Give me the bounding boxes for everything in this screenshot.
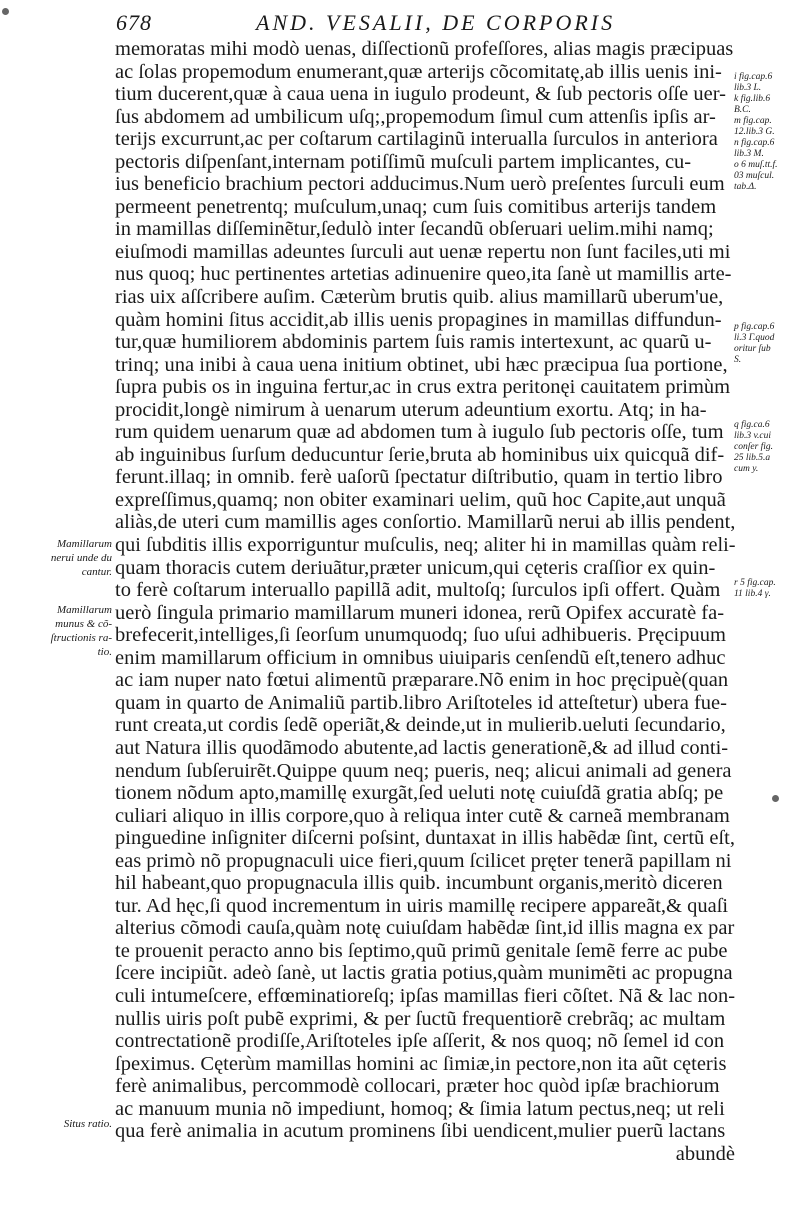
text-line: rias uix aſſcribere auſim. Cæterùm brutis quib. alius mamillarũ uberum'ue, <box>115 286 724 309</box>
margin-note-munus <box>38 603 112 659</box>
page-blemish <box>772 795 779 802</box>
page-header <box>116 10 676 38</box>
text-line: ſus abdomem ad umbilicum uſq;,propemodum ſimul cum attenſis ipſis ar- <box>115 105 716 128</box>
text-line: nendum ſubſeruirẽt.Quippe quum neq; pueris, neq; alicui animali ad genera <box>115 759 732 782</box>
text-line: qua ferè animalia in acutum prominens ſibi uendicent,mulier puerũ lactans <box>115 1120 726 1143</box>
text-line: nullis uiris poſt pubẽ exprimi, & per ſuctũ frequentiorẽ crebrãq; ac multam <box>115 1007 726 1030</box>
margin-note-line: munus & cõ- <box>55 618 112 630</box>
text-line: eiuſmodi mamillas adeuntes ſurculi aut uenæ repertu non ſunt faciles,uti mi <box>115 240 731 263</box>
text-line: procidit,longè nimirum à uenarum uterum adeuntium exortu. Atq; in ha- <box>115 398 707 421</box>
margin-ref-line: S. <box>734 355 742 365</box>
page-number: 678 <box>116 10 152 35</box>
margin-ref-line: conſer fig. <box>734 442 774 452</box>
margin-note-line: Mamillarum <box>57 604 112 616</box>
text-line: pinguedine inſigniter diſcerni poſsint, duntaxat in illis habẽdæ ſint, certũ eſt, <box>115 827 736 850</box>
margin-ref-line: li.3 Γ.quod <box>734 333 775 343</box>
margin-note-situs <box>38 1117 112 1131</box>
margin-note-line: Mamillarum <box>57 538 112 550</box>
text-line: pectoris diſpenſant,internam potiſſimũ muſculi partem implicantes, cu- <box>115 150 692 173</box>
margin-ref-line: 12.lib.3 G. <box>734 127 775 137</box>
margin-ref-block-2 <box>734 322 798 366</box>
page-blemish <box>2 8 9 15</box>
margin-ref-line: k fig.lib.6 <box>734 94 771 104</box>
text-line: ſcere incipiũt. adeò ſanè, ut lactis gratia potius,quàm munimẽti ac propugna <box>115 962 733 985</box>
margin-ref-line: m fig.cap. <box>734 116 772 126</box>
text-line: nus quoq; huc pertinentes artetias adinuenire queo,ita ſanè ut mamillis arte- <box>115 263 732 286</box>
text-line: quam thoracis cutem deriuãtur,præter unicum,qui cęteris craſſior ex quin- <box>115 556 716 579</box>
margin-ref-line: B.C. <box>734 105 751 115</box>
running-title: AND. VESALII, DE CORPORIS <box>256 10 616 35</box>
text-line: ſupra pubis os in inguina fertur,ac in crus extra peritonęi cauitatem primùm <box>115 376 731 399</box>
margin-ref-block-1 <box>734 72 798 193</box>
text-line: aut Natura illis quodãmodo abutente,ad lactis generationẽ,& ad illud conti- <box>115 736 729 759</box>
margin-ref-line: lib.3 L. <box>734 83 762 93</box>
margin-ref-line: oritur ſub <box>734 344 771 354</box>
margin-ref-line: 25 lib.5.a <box>734 453 771 463</box>
text-line: permeent penetrentq; muſculum,unaq; cum ſuis comitibus arterijs tandem <box>115 195 717 218</box>
margin-ref-line: o 6 muſ.tt.f. <box>734 160 778 170</box>
margin-ref-line: 11 lib.4 γ. <box>734 589 771 599</box>
main-text-block <box>115 38 735 1165</box>
margin-ref-line: lib.3 M. <box>734 149 764 159</box>
text-line: qui ſubditis illis exporriguntur muſculis, neq; aliter hi in mamillas quàm reli- <box>115 534 736 557</box>
text-line: ferunt.illaq; in omnib. ferè uaſorũ ſpectatur diſtributio, quam in tertio libro <box>115 466 723 489</box>
text-line: aliàs,de uteri cum mamillis ages conſortio. Mamillarũ nerui ab illis pendent, <box>115 511 736 534</box>
text-line: hil habeant,quo propugnacula illis quib. incumbunt organis,meritò diceren <box>115 872 723 895</box>
text-line: ius beneficio brachium pectori adducimus.Num uerò preſentes ſurculi eum <box>115 173 725 196</box>
text-line: expreſſimus,quamq; non obiter examinari uelim, quũ hoc Capite,aut unquã <box>115 488 726 511</box>
margin-note-line: Situs ratio. <box>63 1118 112 1130</box>
text-line: ſpeximus. Cęterùm mamillas homini ac ſimiæ,in pectore,non ita aũt cęteris <box>115 1052 727 1075</box>
text-line: quàm homini ſitus accidit,ab illis uenis propagines in mamillas diffundun- <box>115 308 722 331</box>
text-line: ferè animalibus, percommodè collocari, præter hoc quòd ipſæ brachiorum <box>115 1075 720 1098</box>
margin-ref-line: q fig.ca.6 <box>734 420 770 430</box>
text-line: tur,quæ humiliorem abdominis partem ſuis ramis intertexunt, ac quarũ u- <box>115 331 712 354</box>
margin-note-nervi <box>38 537 112 579</box>
text-line: contrectationẽ prodiſſe,Ariſtoteles ipſe aſſerit, & nos quoq; nõ ſemel id con <box>115 1030 725 1053</box>
margin-ref-line: i fig.cap.6 <box>734 72 773 82</box>
margin-ref-line: n fig.cap.6 <box>734 138 775 148</box>
text-line: memoratas mihi modò uenas, diſſectionũ profeſſores, alias magis præcipuas <box>115 38 734 60</box>
text-line: to ferè coſtarum interuallo papillã adit, multoſq; ſurculos ipſi offert. Quàm <box>115 579 721 602</box>
text-line: ac iam nuper nato fœtui alimentũ præparare.Nõ enim in hoc pręcipuè(quan <box>115 669 729 692</box>
catchword: abundè <box>675 1142 735 1165</box>
margin-note-line: tio. <box>97 646 112 658</box>
text-line: tium ducerent,quæ à caua uena in iugulo prodeunt, & ſub pectoris oſſe uer- <box>115 83 726 106</box>
text-line: tionem nõdum apto,mamillę exurgãt,ſed ueluti notę cuiuſdã gratia abſq; pe <box>115 782 724 805</box>
text-line: trinq; una inibi à caua uena initium obtinet, ubi hæc præcipua ſua portione, <box>115 353 728 376</box>
margin-ref-line: p fig.cap.6 <box>734 322 775 332</box>
margin-ref-block-4 <box>734 578 798 600</box>
text-line: brefecerit,intelliges,ſi ſeorſum unumquodq; ſuo uſui adhibueris. Pręcipuum <box>115 624 726 647</box>
text-line: tur. Ad hęc,ſi quod incrementum in uiris mamillę recipere appareãt,& quaſi <box>115 894 729 917</box>
text-line: enim mamillarum officium in omnibus uiuiparis cenſendũ eſt,tenero adhuc <box>115 646 726 669</box>
text-line: culiari aliquo in illis corpore,quo à reliqua inter cutẽ & carneã membranam <box>115 804 730 827</box>
margin-ref-line: cum y. <box>734 464 759 474</box>
text-line: rum quidem uenarum quæ ad abdomen tum à iugulo ſub pectoris oſſe, tum <box>115 421 724 444</box>
text-line: ac ſolas propemodum enumerant,quæ arterijs cõcomitatę,ab illis uenis ini- <box>115 60 722 83</box>
margin-ref-block-3 <box>734 420 798 475</box>
margin-note-line: cantur. <box>81 566 112 578</box>
text-line: alterius cõmodi cauſa,quàm notę cuiuſdam habẽdæ ſint,id illis magna ex par <box>115 917 735 940</box>
text-line: te prouenit peracto anno bis ſeptimo,quũ primũ genitale ſemẽ ferre ac pube <box>115 939 728 962</box>
margin-ref-line: tab.Δ. <box>734 182 757 192</box>
text-line: ab inguinibus ſurſum deducuntur ſerie,bruta ab hominibus uix quicquã dif- <box>115 443 725 466</box>
margin-ref-line: r 5 fig.cap. <box>734 578 776 588</box>
text-line: in mamillas diſſeminẽtur,ſedulò inter ſecandũ obſeruari uelim.mihi namq; <box>115 218 714 241</box>
text-line: quam in quarto de Animaliũ partib.libro Ariſtoteles id atteſtetur) ubera fue- <box>115 691 727 714</box>
text-line: uerò ſingula primario mamillarum muneri idonea, rerũ Opifex accuratè fa- <box>115 601 725 624</box>
text-line: ac manuum munia nõ impediunt, homoq; & ſimia latum pectus,neq; ut reli <box>115 1097 725 1120</box>
margin-ref-line: lib.3 v.cui <box>734 431 772 441</box>
text-line: eas primò nõ propugnaculi uice fieri,quum ſcilicet pręter tenerã papillam ni <box>115 849 732 872</box>
text-line: culi intumeſcere, effœminatioreſq; ipſas mamillas fieri cõſtet. Nã & lac non- <box>115 984 736 1007</box>
text-line: runt creata,ut cordis ſedẽ operiãt,& deinde,ut in mulierib.ueluti ſecundario, <box>115 714 726 737</box>
text-line: terijs excurrunt,ac per coſtarum cartilaginũ interualla ſurculos in anteriora <box>115 128 718 151</box>
margin-ref-line: 03 muſcul. <box>734 171 775 181</box>
margin-note-line: nerui unde du <box>50 552 112 564</box>
margin-note-line: ſtructionis ra- <box>50 632 112 644</box>
